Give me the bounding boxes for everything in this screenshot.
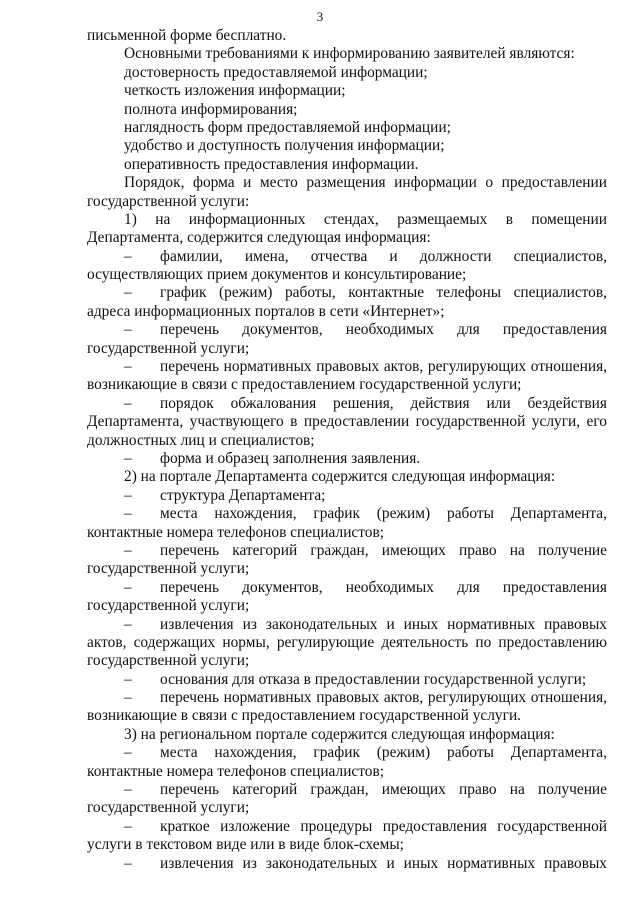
list-dash-marker: – xyxy=(124,321,132,339)
paragraph-line: Основными требованиями к информированию заявителей являются: xyxy=(124,45,575,63)
paragraph-line: контактные номера телефонов специалистов; xyxy=(87,523,385,541)
list-item-text: структура Департамента; xyxy=(160,486,326,504)
list-dash-marker: – xyxy=(124,670,132,688)
list-dash-marker: – xyxy=(124,394,132,412)
paragraph-line: возникающие в связи с предоставлением государственной услуги; xyxy=(87,376,522,394)
list-item-line xyxy=(87,284,607,302)
list-item-text: форма и образец заполнения заявления. xyxy=(160,449,421,467)
list-dash-marker: – xyxy=(124,689,132,707)
paragraph-line: оперативность предоставления информации. xyxy=(124,155,419,173)
paragraph-line: контактные номера телефонов специалистов; xyxy=(87,762,385,780)
list-item-text: извлечения из законодательных и иных нормативных правовых xyxy=(160,615,607,633)
list-item-line xyxy=(87,358,607,376)
paragraph-line: государственной услуги; xyxy=(87,652,250,670)
list-dash-marker: – xyxy=(124,817,132,835)
paragraph-line: адреса информационных порталов в сети «Интернет»; xyxy=(87,302,445,320)
paragraph-line: должностных лиц и специалистов; xyxy=(87,431,315,449)
list-item-text: перечень нормативных правовых актов, регулирующих отношения, xyxy=(160,358,607,376)
paragraph-line: возникающие в связи с предоставлением государственной услуги. xyxy=(87,707,522,725)
list-item-text: перечень категорий граждан, имеющих право на получение xyxy=(160,781,607,799)
paragraph-line: письменной форме бесплатно. xyxy=(87,27,287,44)
list-item-text: места нахождения, график (режим) работы Департамента, xyxy=(160,744,607,762)
list-item-line xyxy=(87,395,607,413)
paragraph-line: государственной услуги; xyxy=(87,560,250,578)
list-dash-marker: – xyxy=(124,541,132,559)
list-item-text: краткое изложение процедуры предоставления государственной xyxy=(160,817,607,835)
paragraph-line: четкость изложения информации; xyxy=(124,82,346,100)
list-item-text: основания для отказа в предоставлении государственной услуги; xyxy=(160,670,587,688)
list-item-text: перечень категорий граждан, имеющих право на получение xyxy=(160,541,607,559)
paragraph-line: Департамента, участвующего в предоставлении государственной услуги, его xyxy=(87,413,607,431)
list-item-line xyxy=(87,579,607,597)
list-item-line xyxy=(87,487,607,505)
list-item-line xyxy=(87,542,607,560)
list-dash-marker: – xyxy=(124,449,132,467)
paragraph-line: достоверность предоставляемой информации; xyxy=(124,63,428,81)
list-item-text: перечень документов, необходимых для предоставления xyxy=(160,578,607,596)
list-item-line xyxy=(87,744,607,762)
list-item-line xyxy=(87,616,607,634)
paragraph-line: полнота информирования; xyxy=(124,100,298,118)
list-item-line xyxy=(87,671,607,689)
list-item-line xyxy=(87,689,607,707)
list-item-line xyxy=(87,818,607,836)
paragraph-line: 2) на портале Департамента содержится следующая информация: xyxy=(124,468,556,486)
list-item-line xyxy=(87,505,607,523)
list-item-text: извлечения из законодательных и иных нормативных правовых xyxy=(160,854,607,872)
paragraph-line: государственной услуги; xyxy=(87,339,250,357)
list-item-line xyxy=(87,781,607,799)
list-item-text: фамилии, имена, отчества и должности специалистов, xyxy=(160,247,607,265)
list-item-text: график (режим) работы, контактные телефоны специалистов, xyxy=(160,284,607,302)
list-item-text: места нахождения, график (режим) работы Департамента, xyxy=(160,505,607,523)
list-dash-marker: – xyxy=(124,284,132,302)
paragraph-line: осуществляющих прием документов и консультирование; xyxy=(87,266,467,284)
list-dash-marker: – xyxy=(124,486,132,504)
paragraph-line: Департамента, содержится следующая информация: xyxy=(87,229,431,247)
list-item-line xyxy=(87,321,607,339)
list-dash-marker: – xyxy=(124,781,132,799)
paragraph-line: удобство и доступность получения информации; xyxy=(124,137,445,155)
paragraph-line: 3) на региональном портале содержится следующая информация: xyxy=(124,725,555,743)
list-item-line xyxy=(87,248,607,266)
list-dash-marker: – xyxy=(124,358,132,376)
paragraph-line: государственной услуги; xyxy=(87,799,250,817)
list-item-text: перечень нормативных правовых актов, регулирующих отношения, xyxy=(160,689,607,707)
paragraph-line: услуги в текстовом виде или в виде блок-схемы; xyxy=(87,836,404,854)
paragraph-line: государственной услуги: xyxy=(87,192,250,210)
paragraph-line: актов, содержащих нормы, регулирующие деятельность по предоставлению xyxy=(87,633,607,651)
page-number: 3 xyxy=(316,9,324,24)
list-dash-marker: – xyxy=(124,854,132,872)
paragraph-line: Порядок, форма и место размещения информации о предоставлении xyxy=(124,174,607,192)
paragraph-line: государственной услуги; xyxy=(87,597,250,615)
list-dash-marker: – xyxy=(124,615,132,633)
list-item-line xyxy=(87,855,607,873)
list-item-line xyxy=(87,450,607,468)
list-item-text: порядок обжалования решения, действия или бездействия xyxy=(160,394,607,412)
list-dash-marker: – xyxy=(124,578,132,596)
list-item-text: перечень документов, необходимых для предоставления xyxy=(160,321,607,339)
list-dash-marker: – xyxy=(124,505,132,523)
document-body xyxy=(87,27,607,873)
list-dash-marker: – xyxy=(124,744,132,762)
paragraph-line: 1) на информационных стендах, размещаемых в помещении xyxy=(124,210,607,228)
paragraph-line: наглядность форм предоставляемой информации; xyxy=(124,118,451,136)
list-dash-marker: – xyxy=(124,247,132,265)
